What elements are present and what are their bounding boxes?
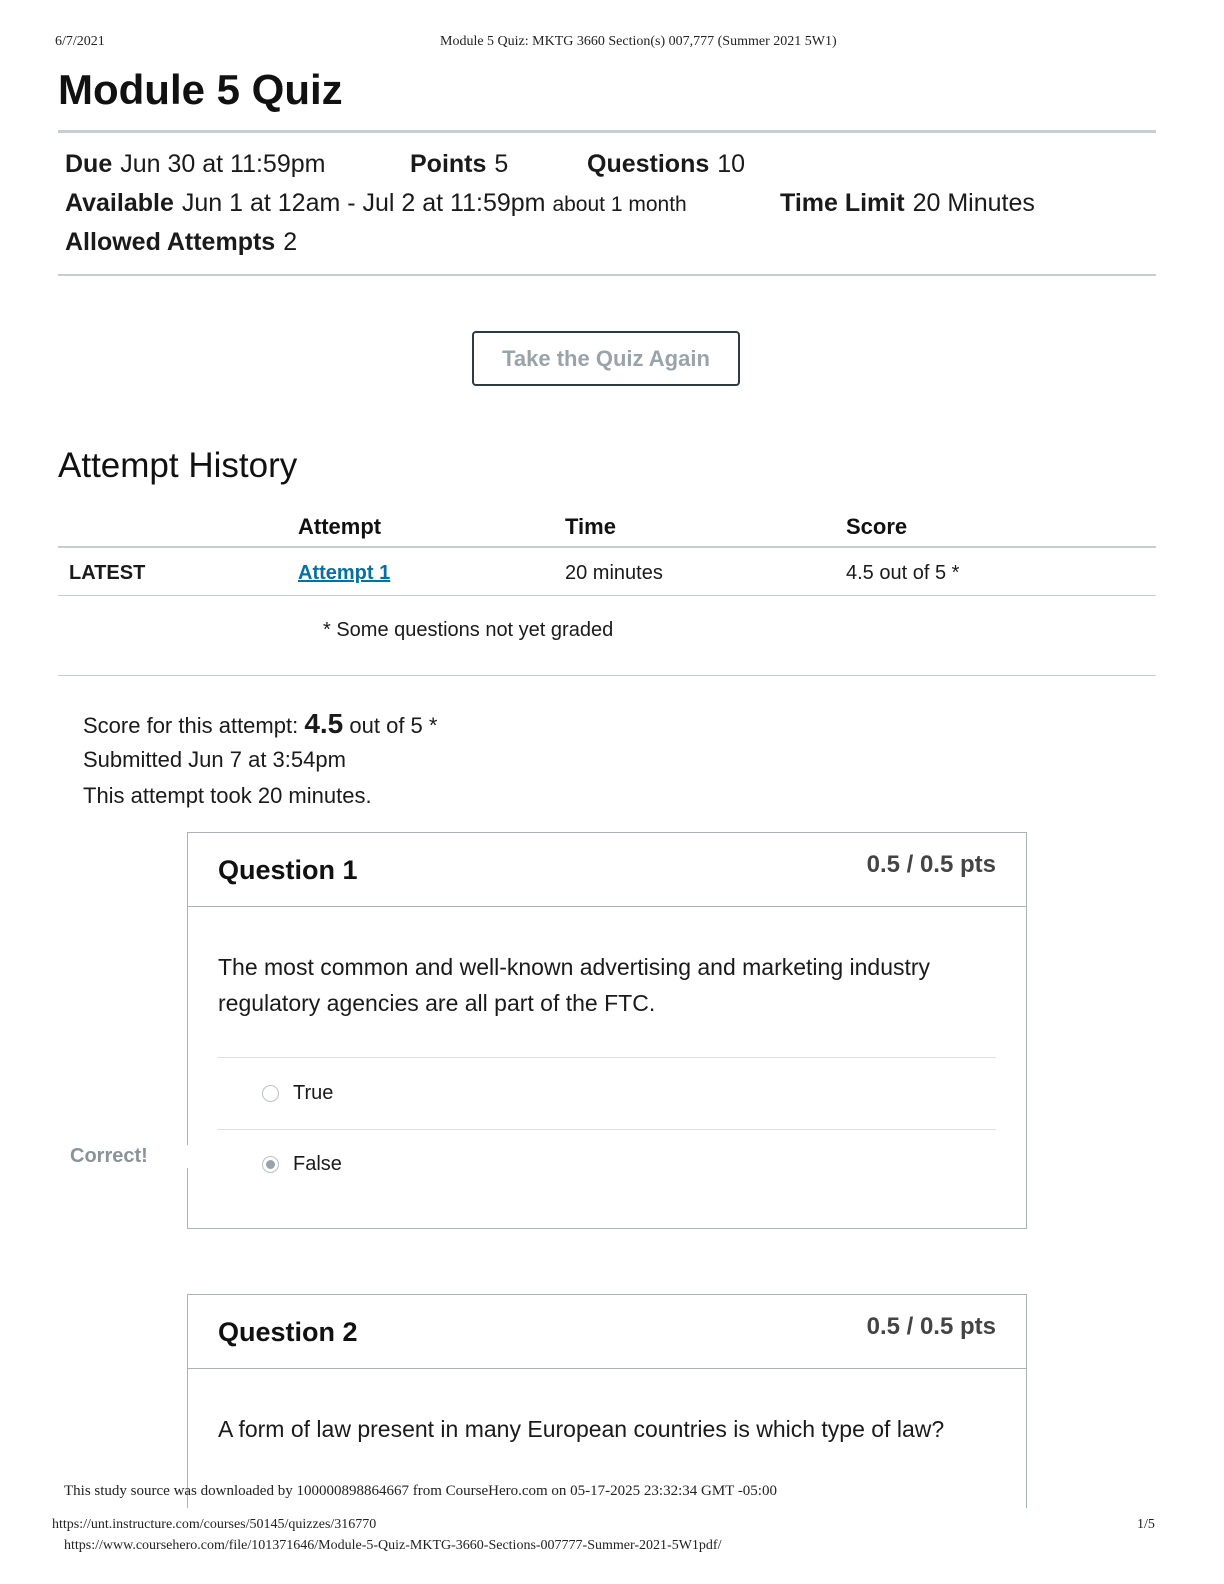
print-page-title: Module 5 Quiz: MKTG 3660 Section(s) 007,777 (Summer 2021 5W1)	[440, 34, 837, 49]
due-label: Due	[65, 150, 113, 178]
radio-button-selected[interactable]	[262, 1156, 279, 1173]
score-suffix: out of 5 *	[349, 713, 438, 738]
column-header-attempt: Attempt	[298, 514, 382, 539]
radio-selected-dot	[266, 1160, 275, 1169]
header-divider	[58, 546, 1156, 548]
question-points: 0.5 / 0.5 pts	[866, 851, 996, 878]
attempt-1-link[interactable]: Attempt 1	[298, 562, 391, 584]
page-title: Module 5 Quiz	[58, 66, 343, 113]
answer-label: True	[293, 1082, 334, 1104]
attempt-duration: This attempt took 20 minutes.	[83, 783, 372, 808]
correct-indicator: Correct!	[70, 1145, 188, 1168]
available-duration: about 1 month	[552, 193, 687, 216]
answer-option-false[interactable]	[262, 1153, 342, 1176]
question-header	[188, 1295, 1026, 1369]
points-info	[410, 150, 508, 179]
due-value: Jun 30 at 11:59pm	[120, 150, 326, 178]
score-summary	[83, 708, 437, 740]
latest-tag: LATEST	[69, 562, 146, 584]
coursehero-url: https://www.coursehero.com/file/101371646/Module-5-Quiz-MKTG-3660-Sections-007777-Summer-2021-5W1pdf/	[64, 1538, 722, 1553]
divider	[58, 675, 1156, 676]
question-text: The most common and well-known advertising and marketing industry regulatory agencies are all part of the FTC.	[218, 954, 931, 1016]
page-url: https://unt.instructure.com/courses/50145/quizzes/316770	[52, 1517, 377, 1532]
available-info	[65, 189, 687, 218]
due-info	[65, 150, 325, 179]
allowed-attempts-info	[65, 228, 297, 257]
available-value: Jun 1 at 12am - Jul 2 at 11:59pm	[181, 189, 546, 217]
column-header-time: Time	[565, 514, 616, 539]
attempt-history-heading: Attempt History	[58, 446, 298, 485]
points-label: Points	[410, 150, 487, 178]
points-value: 5	[494, 150, 509, 178]
answer-option-true[interactable]	[262, 1082, 333, 1105]
time-limit-label: Time Limit	[780, 189, 905, 217]
question-text: A form of law present in many European countries is which type of law?	[218, 1416, 945, 1442]
score-value: 4.5	[304, 708, 344, 739]
submitted-time: Submitted Jun 7 at 3:54pm	[83, 747, 346, 772]
answer-divider	[218, 1057, 996, 1058]
divider	[58, 274, 1156, 276]
question-title: Question 2	[218, 1317, 358, 1347]
score-prefix: Score for this attempt:	[83, 713, 299, 738]
attempts-value: 2	[283, 228, 298, 256]
time-limit-value: 20 Minutes	[912, 189, 1035, 217]
question-card-2	[187, 1294, 1027, 1508]
take-quiz-again-button[interactable]: Take the Quiz Again	[472, 331, 740, 386]
question-header	[188, 833, 1026, 907]
available-label: Available	[65, 189, 174, 217]
study-source-notice: This study source was downloaded by 100000898864667 from CourseHero.com on 05-17-2025 23:32:34 GMT -05:00	[64, 1483, 777, 1499]
divider	[58, 130, 1156, 133]
time-limit-info	[780, 189, 1035, 218]
questions-label: Questions	[587, 150, 710, 178]
page-number: 1/5	[1137, 1517, 1155, 1532]
radio-button[interactable]	[262, 1085, 279, 1102]
attempt-score: 4.5 out of 5 *	[846, 562, 960, 584]
row-divider	[58, 595, 1156, 596]
answer-divider	[218, 1129, 996, 1130]
question-title: Question 1	[218, 855, 358, 885]
questions-value: 10	[717, 150, 746, 178]
ungraded-note: * Some questions not yet graded	[323, 619, 614, 641]
question-card-1	[187, 832, 1027, 1229]
answer-label: False	[293, 1153, 342, 1175]
print-date: 6/7/2021	[55, 34, 105, 49]
attempts-label: Allowed Attempts	[65, 228, 276, 256]
attempt-time: 20 minutes	[565, 562, 663, 584]
column-header-score: Score	[846, 514, 908, 539]
questions-info	[587, 150, 745, 179]
question-points: 0.5 / 0.5 pts	[866, 1313, 996, 1340]
